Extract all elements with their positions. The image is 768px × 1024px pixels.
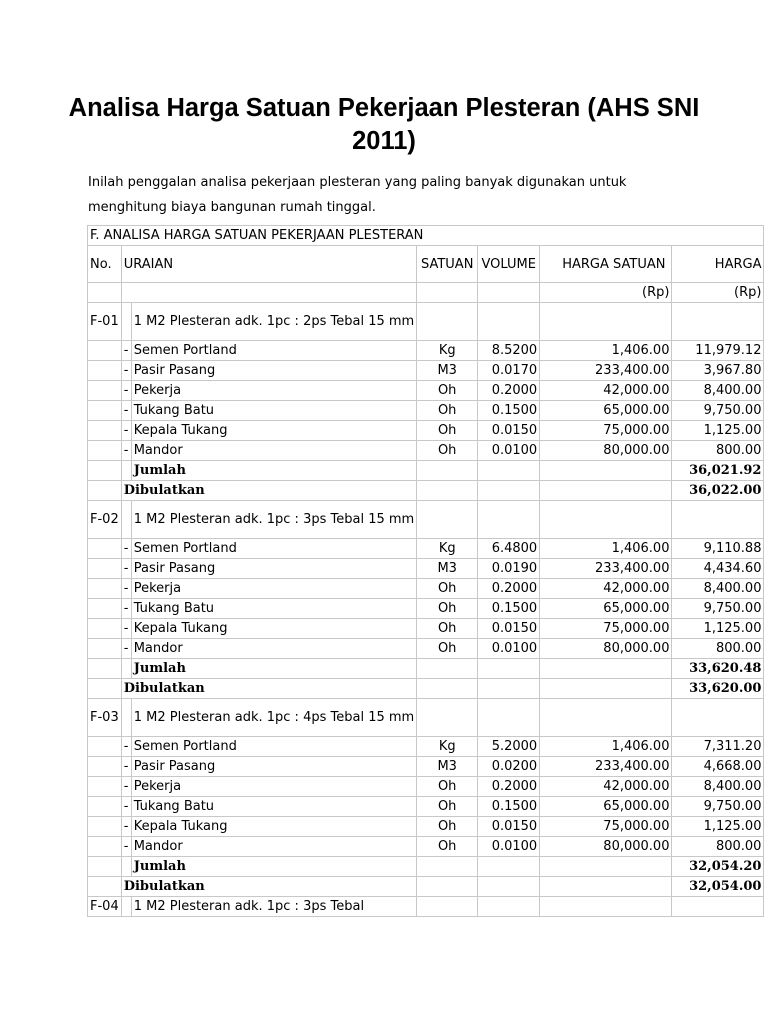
row-uraian: Pekerja	[131, 579, 416, 599]
unit-harga: (Rp)	[672, 283, 764, 303]
row-harga-satuan: 65,000.00	[540, 401, 672, 421]
table-row	[88, 381, 764, 401]
jumlah-label: Jumlah	[131, 857, 416, 877]
row-harga: 800.00	[672, 837, 764, 857]
row-volume: 0.0170	[478, 361, 540, 381]
row-volume: 0.2000	[478, 777, 540, 797]
table-row	[88, 757, 764, 777]
row-dash: -	[121, 559, 131, 579]
table-caption-row	[88, 226, 764, 246]
table-row	[88, 539, 764, 559]
jumlah-row	[88, 857, 764, 877]
group-name: 1 M2 Plesteran adk. 1pc : 3ps Tebal	[131, 897, 416, 917]
row-harga: 7,311.20	[672, 737, 764, 757]
row-dash: -	[121, 737, 131, 757]
row-dash: -	[121, 619, 131, 639]
row-satuan: Kg	[417, 737, 478, 757]
row-dash: -	[121, 361, 131, 381]
jumlah-row	[88, 461, 764, 481]
row-uraian: Pasir Pasang	[131, 757, 416, 777]
row-uraian: Mandor	[131, 441, 416, 461]
ahs-table	[87, 225, 764, 917]
row-harga-satuan: 75,000.00	[540, 619, 672, 639]
row-harga: 9,110.88	[672, 539, 764, 559]
table-row	[88, 341, 764, 361]
row-volume: 0.0150	[478, 817, 540, 837]
row-volume: 0.0100	[478, 441, 540, 461]
row-satuan: Oh	[417, 837, 478, 857]
row-satuan: Oh	[417, 817, 478, 837]
jumlah-label: Jumlah	[131, 461, 416, 481]
row-volume: 0.1500	[478, 599, 540, 619]
table-row	[88, 797, 764, 817]
row-satuan: Kg	[417, 341, 478, 361]
row-volume: 0.1500	[478, 797, 540, 817]
row-uraian: Pekerja	[131, 777, 416, 797]
row-satuan: Oh	[417, 777, 478, 797]
row-harga-satuan: 42,000.00	[540, 381, 672, 401]
row-satuan: Oh	[417, 381, 478, 401]
row-uraian: Mandor	[131, 837, 416, 857]
group-no: F-02	[88, 501, 122, 539]
row-satuan: Kg	[417, 539, 478, 559]
row-harga-satuan: 42,000.00	[540, 777, 672, 797]
row-volume: 0.0200	[478, 757, 540, 777]
jumlah-value: 36,021.92	[672, 461, 764, 481]
table-row	[88, 579, 764, 599]
table-row	[88, 441, 764, 461]
group-no: F-04	[88, 897, 122, 917]
row-dash: -	[121, 421, 131, 441]
table-caption: F. ANALISA HARGA SATUAN PEKERJAAN PLESTERAN	[88, 226, 764, 246]
group-name: 1 M2 Plesteran adk. 1pc : 4ps Tebal 15 mm	[131, 699, 416, 737]
unit-harga-satuan: (Rp)	[540, 283, 672, 303]
page-title: Analisa Harga Satuan Pekerjaan Plesteran (AHS SNI 2011)	[68, 94, 700, 155]
row-harga: 8,400.00	[672, 381, 764, 401]
jumlah-value: 32,054.20	[672, 857, 764, 877]
row-satuan: Oh	[417, 619, 478, 639]
row-volume: 5.2000	[478, 737, 540, 757]
row-harga-satuan: 65,000.00	[540, 599, 672, 619]
dibulatkan-value: 32,054.00	[672, 877, 764, 897]
row-satuan: Oh	[417, 599, 478, 619]
row-uraian: Semen Portland	[131, 539, 416, 559]
row-harga-satuan: 1,406.00	[540, 539, 672, 559]
table-row	[88, 599, 764, 619]
jumlah-value: 33,620.48	[672, 659, 764, 679]
row-volume: 0.0150	[478, 421, 540, 441]
row-harga-satuan: 1,406.00	[540, 341, 672, 361]
row-harga: 9,750.00	[672, 797, 764, 817]
row-harga: 1,125.00	[672, 421, 764, 441]
row-harga: 1,125.00	[672, 817, 764, 837]
row-satuan: Oh	[417, 421, 478, 441]
row-satuan: Oh	[417, 401, 478, 421]
row-harga: 3,967.80	[672, 361, 764, 381]
row-harga: 11,979.12	[672, 341, 764, 361]
row-volume: 0.0150	[478, 619, 540, 639]
row-satuan: M3	[417, 757, 478, 777]
group-title-row	[88, 897, 764, 917]
jumlah-label: Jumlah	[131, 659, 416, 679]
group-title-row	[88, 699, 764, 737]
header-harga: HARGA	[672, 246, 764, 283]
group-name: 1 M2 Plesteran adk. 1pc : 3ps Tebal 15 mm	[131, 501, 416, 539]
row-dash: -	[121, 837, 131, 857]
row-harga: 9,750.00	[672, 401, 764, 421]
jumlah-row	[88, 659, 764, 679]
row-harga-satuan: 75,000.00	[540, 817, 672, 837]
header-harga-satuan: HARGA SATUAN	[540, 246, 672, 283]
table-row	[88, 639, 764, 659]
dibulatkan-row	[88, 679, 764, 699]
table-units-row	[88, 283, 764, 303]
row-volume: 8.5200	[478, 341, 540, 361]
group-no: F-01	[88, 303, 122, 341]
group-title-row	[88, 501, 764, 539]
row-volume: 0.0190	[478, 559, 540, 579]
row-harga-satuan: 80,000.00	[540, 837, 672, 857]
row-dash: -	[121, 381, 131, 401]
group-title-row	[88, 303, 764, 341]
row-satuan: Oh	[417, 797, 478, 817]
row-harga: 9,750.00	[672, 599, 764, 619]
row-harga-satuan: 1,406.00	[540, 737, 672, 757]
row-dash: -	[121, 757, 131, 777]
intro-paragraph: Inilah penggalan analisa pekerjaan plesteran yang paling banyak digunakan untuk menghitung biaya bangunan rumah tinggal.	[88, 175, 627, 215]
row-uraian: Kepala Tukang	[131, 817, 416, 837]
row-harga: 8,400.00	[672, 579, 764, 599]
dibulatkan-label: Dibulatkan	[121, 481, 416, 501]
row-uraian: Pasir Pasang	[131, 361, 416, 381]
table-row	[88, 619, 764, 639]
row-harga: 4,434.60	[672, 559, 764, 579]
row-uraian: Pekerja	[131, 381, 416, 401]
row-dash: -	[121, 639, 131, 659]
row-harga: 8,400.00	[672, 777, 764, 797]
row-uraian: Semen Portland	[131, 737, 416, 757]
row-harga-satuan: 80,000.00	[540, 639, 672, 659]
row-satuan: Oh	[417, 441, 478, 461]
row-dash: -	[121, 817, 131, 837]
row-volume: 0.0100	[478, 639, 540, 659]
row-volume: 0.2000	[478, 381, 540, 401]
row-harga-satuan: 65,000.00	[540, 797, 672, 817]
row-harga: 800.00	[672, 639, 764, 659]
header-uraian: URAIAN	[121, 246, 416, 283]
row-satuan: Oh	[417, 579, 478, 599]
row-harga-satuan: 80,000.00	[540, 441, 672, 461]
row-volume: 0.1500	[478, 401, 540, 421]
row-satuan: M3	[417, 361, 478, 381]
group-name: 1 M2 Plesteran adk. 1pc : 2ps Tebal 15 mm	[131, 303, 416, 341]
row-uraian: Mandor	[131, 639, 416, 659]
row-dash: -	[121, 341, 131, 361]
dibulatkan-row	[88, 481, 764, 501]
row-harga-satuan: 42,000.00	[540, 579, 672, 599]
row-harga: 4,668.00	[672, 757, 764, 777]
row-harga: 1,125.00	[672, 619, 764, 639]
row-dash: -	[121, 441, 131, 461]
dibulatkan-row	[88, 877, 764, 897]
header-volume: VOLUME	[478, 246, 540, 283]
row-harga-satuan: 75,000.00	[540, 421, 672, 441]
row-uraian: Tukang Batu	[131, 401, 416, 421]
table-row	[88, 361, 764, 381]
dibulatkan-label: Dibulatkan	[121, 877, 416, 897]
row-volume: 0.0100	[478, 837, 540, 857]
row-harga-satuan: 233,400.00	[540, 559, 672, 579]
row-volume: 6.4800	[478, 539, 540, 559]
table-row	[88, 777, 764, 797]
group-no: F-03	[88, 699, 122, 737]
row-uraian: Pasir Pasang	[131, 559, 416, 579]
row-dash: -	[121, 579, 131, 599]
row-uraian: Tukang Batu	[131, 797, 416, 817]
row-harga-satuan: 233,400.00	[540, 757, 672, 777]
table-row	[88, 559, 764, 579]
row-dash: -	[121, 797, 131, 817]
row-uraian: Kepala Tukang	[131, 421, 416, 441]
table-row	[88, 817, 764, 837]
header-satuan: SATUAN	[417, 246, 478, 283]
table-row	[88, 837, 764, 857]
row-harga: 800.00	[672, 441, 764, 461]
dibulatkan-label: Dibulatkan	[121, 679, 416, 699]
row-dash: -	[121, 599, 131, 619]
row-dash: -	[121, 401, 131, 421]
row-satuan: M3	[417, 559, 478, 579]
row-uraian: Semen Portland	[131, 341, 416, 361]
row-dash: -	[121, 777, 131, 797]
table-row	[88, 737, 764, 757]
table-row	[88, 421, 764, 441]
row-volume: 0.2000	[478, 579, 540, 599]
table-row	[88, 401, 764, 421]
row-dash: -	[121, 539, 131, 559]
dibulatkan-value: 36,022.00	[672, 481, 764, 501]
row-satuan: Oh	[417, 639, 478, 659]
row-uraian: Kepala Tukang	[131, 619, 416, 639]
dibulatkan-value: 33,620.00	[672, 679, 764, 699]
table-header-row	[88, 246, 764, 283]
row-uraian: Tukang Batu	[131, 599, 416, 619]
row-harga-satuan: 233,400.00	[540, 361, 672, 381]
header-no: No.	[88, 246, 122, 283]
